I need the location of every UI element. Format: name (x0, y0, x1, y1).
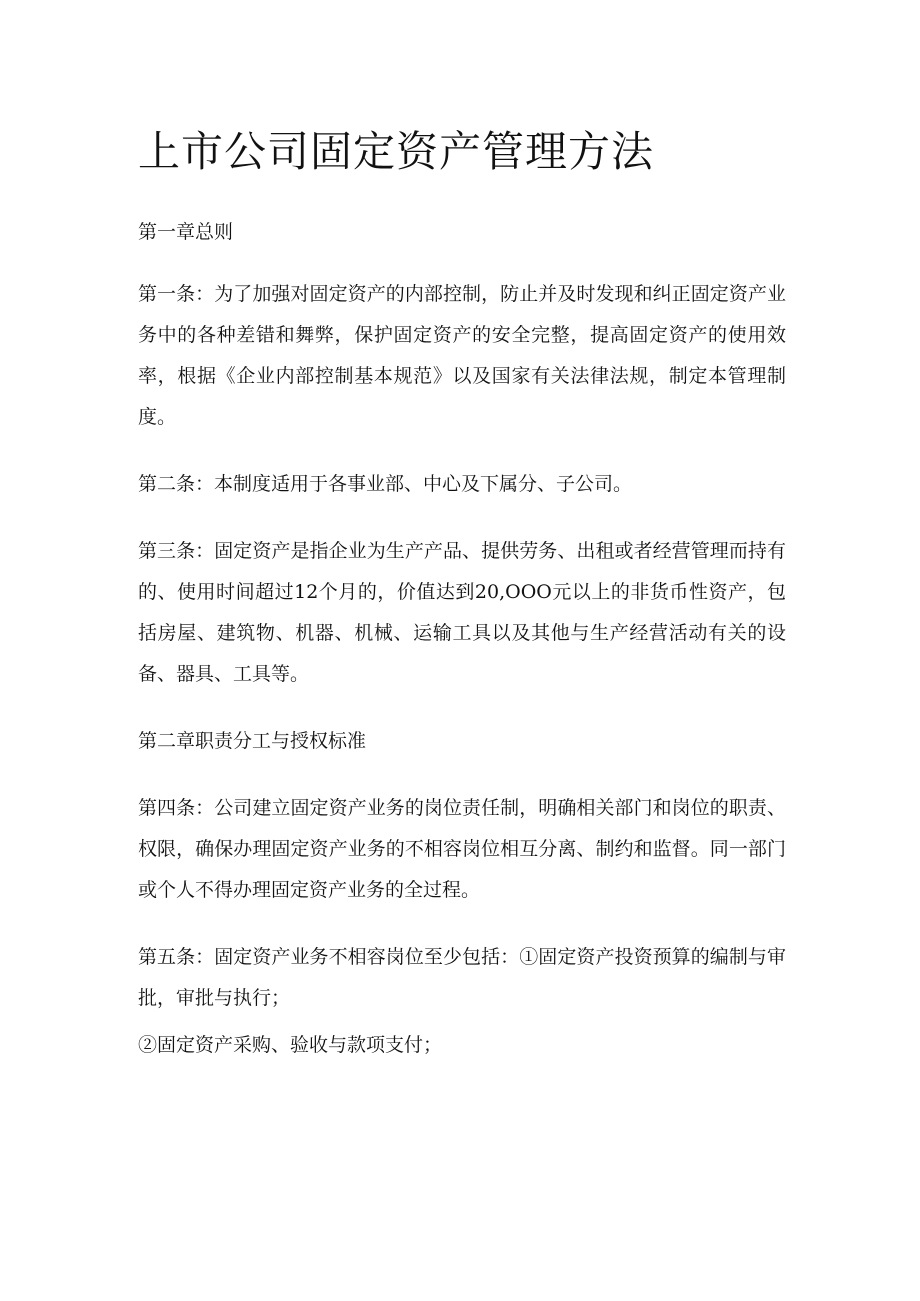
document-title: 上市公司固定资产管理方法 (138, 127, 655, 176)
chapter-2-heading: 第二章职责分工与授权标准 (138, 730, 367, 752)
article-4: 第四条：公司建立固定资产业务的岗位责任制，明确相关部门和岗位的职责、权限，确保办理固定资产业务的不相容岗位相互分离、制约和监督。同一部门或个人不得办理固定资产业务的全过程。 (138, 797, 786, 901)
chapter-1-heading: 第一章总则 (138, 221, 234, 243)
article-2: 第二条：本制度适用于各事业部、中心及下属分、子公司。 (138, 473, 633, 495)
article-5: 第五条：固定资产业务不相容岗位至少包括：①固定资产投资预算的编制与审批，审批与执行； (138, 946, 786, 1009)
article-1: 第一条：为了加强对固定资产的内部控制，防止并及时发现和纠正固定资产业务中的各种差错和舞弊，保护固定资产的安全完整，提高固定资产的使用效率，根据《企业内部控制基本规范》以及国家有关法律法规，制定本管理制度。 (138, 283, 786, 428)
document-page (138, 122, 786, 1066)
article-3: 第三条：固定资产是指企业为生产产品、提供劳务、出租或者经营管理而持有的、使用时间超过12个月的，价值达到20,OOO元以上的非货币性资产，包括房屋、建筑物、机器、机械、运输工具以及其他与生产经营活动有关的设备、器具、工具等。 (138, 540, 786, 685)
article-5-item-2: ②固定资产采购、验收与款项支付； (138, 1034, 443, 1056)
